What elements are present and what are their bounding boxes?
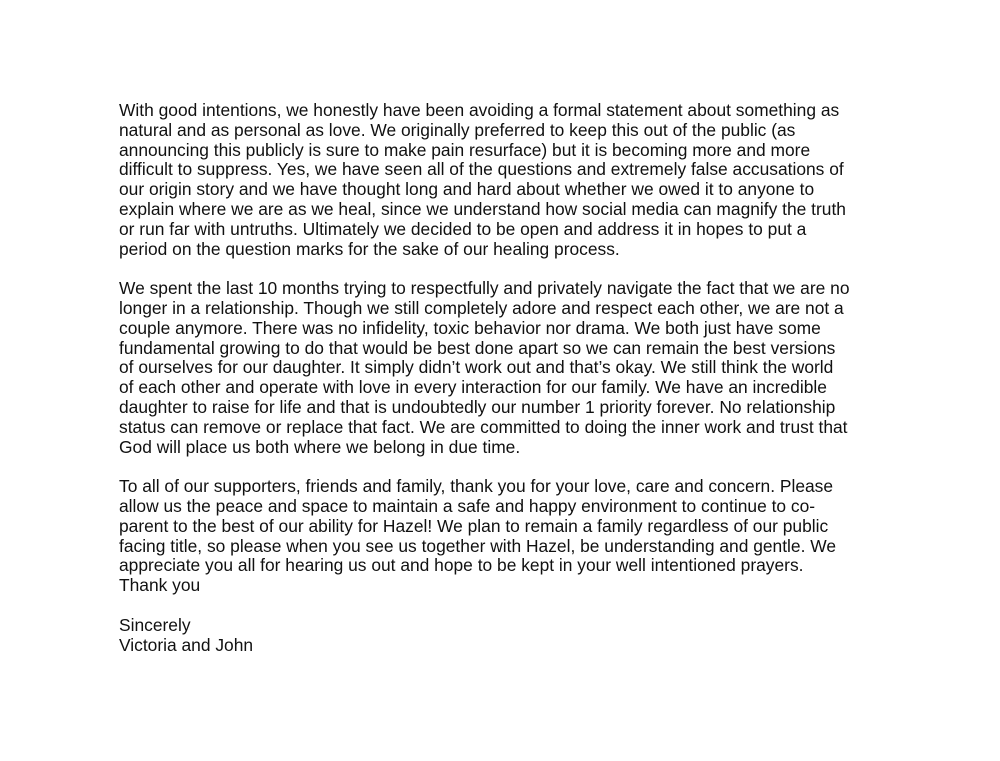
text-line: explain where we are as we heal, since we understand how social media can magnify the truth — [119, 198, 846, 219]
text-line: allow us the peace and space to maintain a safe and happy environment to continue to co- — [119, 495, 816, 516]
statement-body — [119, 101, 909, 655]
closing-text: Sincerely — [119, 614, 191, 635]
text-line: God will place us both where we belong in due time. — [119, 436, 521, 457]
text-line: of each other and operate with love in every interaction for our family. We have an incredible — [119, 377, 827, 398]
text-line: facing title, so please when you see us together with Hazel, be understanding and gentle. We — [119, 535, 837, 556]
text-line: longer in a relationship. Though we still completely adore and respect each other, we are not a — [119, 297, 844, 318]
paragraph-intro — [119, 101, 909, 259]
text-line: status can remove or replace that fact. We are committed to doing the inner work and trust that — [119, 416, 848, 437]
text-line: Thank you — [119, 575, 201, 596]
paragraph-thanks — [119, 477, 909, 596]
text-line: We spent the last 10 months trying to respectfully and privately navigate the fact that we are no — [119, 278, 850, 299]
paragraph-relationship — [119, 279, 909, 457]
text-line: parent to the best of our ability for Hazel! We plan to remain a family regardless of our public — [119, 515, 829, 536]
text-line: our origin story and we have thought long and hard about whether we owed it to anyone to — [119, 179, 815, 200]
signature-text: Victoria and John — [119, 634, 254, 655]
signoff-block — [119, 616, 909, 656]
text-line: To all of our supporters, friends and family, thank you for your love, care and concern. Please — [119, 476, 834, 497]
text-line: natural and as personal as love. We originally preferred to keep this out of the public (as — [119, 119, 796, 140]
text-line: daughter to raise for life and that is undoubtedly our number 1 priority forever. No relationship — [119, 396, 836, 417]
text-line: or run far with untruths. Ultimately we decided to be open and address it in hopes to put a — [119, 218, 807, 239]
text-line: With good intentions, we honestly have been avoiding a formal statement about something as — [119, 100, 840, 120]
text-line: announcing this publicly is sure to make pain resurface) but it is becoming more and more — [119, 139, 811, 160]
text-line: difficult to suppress. Yes, we have seen all of the questions and extremely false accusations of — [119, 159, 844, 180]
text-line: appreciate you all for hearing us out and hope to be kept in your well intentioned prayers. — [119, 555, 804, 576]
text-line: fundamental growing to do that would be best done apart so we can remain the best versions — [119, 337, 836, 358]
text-line: period on the question marks for the sake of our healing process. — [119, 238, 620, 259]
text-line: of ourselves for our daughter. It simply didn’t work out and that’s okay. We still think the world — [119, 357, 834, 378]
text-line: couple anymore. There was no infidelity, toxic behavior nor drama. We both just have some — [119, 317, 821, 338]
